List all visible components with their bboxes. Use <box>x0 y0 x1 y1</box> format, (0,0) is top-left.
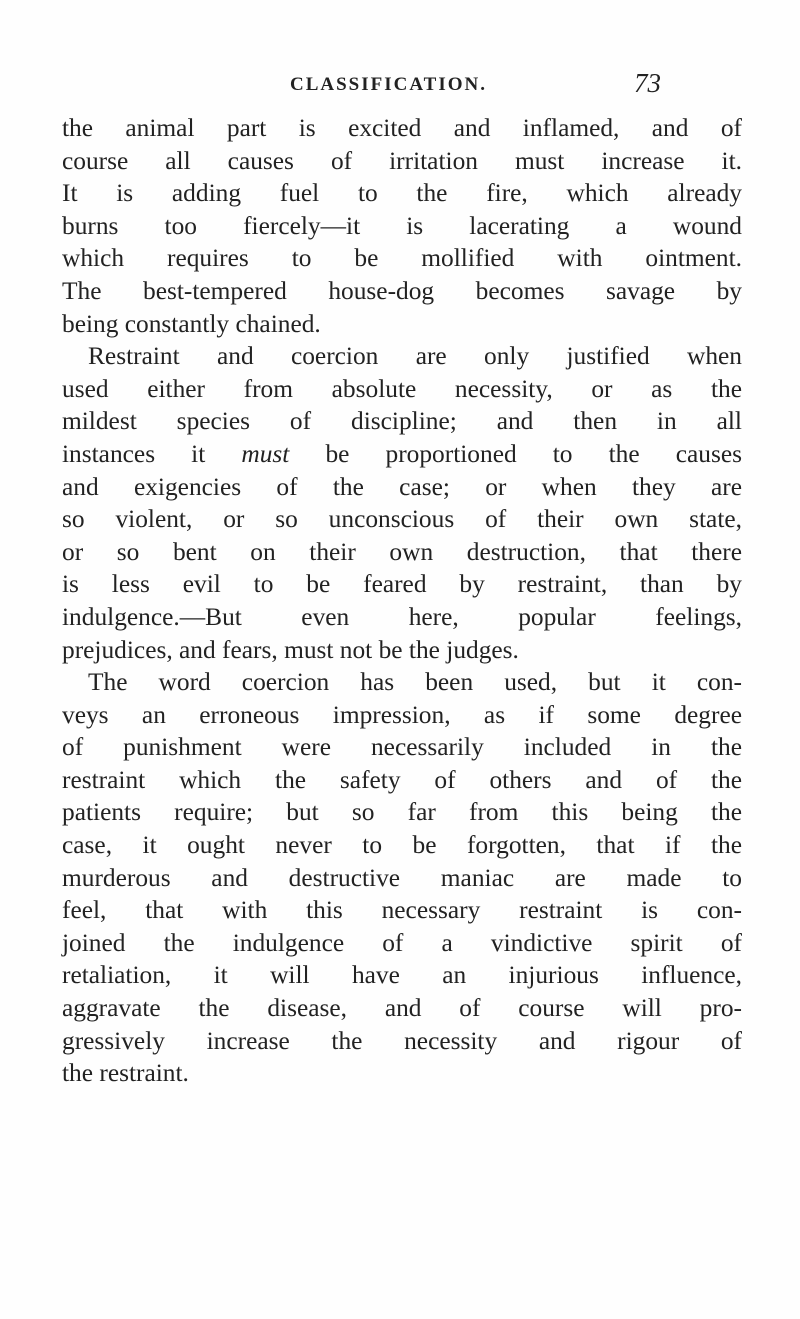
text-line: retaliation, it will have an injurious influence, <box>62 961 742 990</box>
text-line: case, it ought never to be forgotten, that if the <box>62 831 742 860</box>
text-line: being constantly chained. <box>62 309 321 338</box>
text-line: the restraint. <box>62 1059 189 1088</box>
text-line: veys an erroneous impression, as if some degree <box>62 700 742 729</box>
text-line: mildest species of discipline; and then in all <box>62 407 742 436</box>
text-line: the animal part is excited and inflamed, and of <box>62 114 742 142</box>
text-line: course all causes of irritation must increase it. <box>62 146 742 175</box>
emphasized-word: must <box>241 439 290 468</box>
text-line: restraint which the safety of others and of the <box>62 765 742 794</box>
text-line: prejudices, and fears, must not be the judges. <box>62 635 519 664</box>
paragraph-3 <box>62 666 742 1090</box>
text-line: murderous and destructive maniac are made to <box>62 863 742 892</box>
text-line: gressively increase the necessity and rigour of <box>62 1026 742 1055</box>
text-line: It is adding fuel to the fire, which already <box>62 179 742 208</box>
text-line-with-emphasis <box>62 438 742 471</box>
text-line: or so bent on their own destruction, that there <box>62 537 742 566</box>
text-line: indulgence.—But even here, popular feelings, <box>62 602 742 631</box>
text-run: instances it <box>62 439 242 468</box>
text-line: of punishment were necessarily included in the <box>62 733 742 762</box>
text-line: aggravate the disease, and of course will pro- <box>62 994 742 1023</box>
page-header <box>62 66 742 112</box>
paragraph-1 <box>62 112 742 340</box>
text-line: feel, that with this necessary restraint is con- <box>62 896 742 925</box>
book-page <box>62 66 742 1090</box>
text-line: The best-tempered house-dog becomes savage by <box>62 276 742 305</box>
text-line: joined the indulgence of a vindictive spirit of <box>62 928 742 957</box>
running-head: CLASSIFICATION. <box>290 74 487 95</box>
text-line: so violent, or so unconscious of their own state, <box>62 505 742 534</box>
page-number: 73 <box>634 68 661 98</box>
text-line: patients require; but so far from this being the <box>62 798 742 827</box>
text-line: is less evil to be feared by restraint, than by <box>62 570 742 599</box>
text-line: and exigencies of the case; or when they are <box>62 472 742 501</box>
text-line: burns too fiercely—it is lacerating a wound <box>62 211 742 240</box>
text-line: used either from absolute necessity, or as the <box>62 374 742 403</box>
text-line: which requires to be mollified with ointment. <box>62 244 742 273</box>
text-line: Restraint and coercion are only justified when <box>88 342 742 371</box>
text-run: be proportioned to the causes <box>289 439 742 468</box>
paragraph-2 <box>62 340 742 666</box>
text-line: The word coercion has been used, but it con- <box>88 668 742 697</box>
